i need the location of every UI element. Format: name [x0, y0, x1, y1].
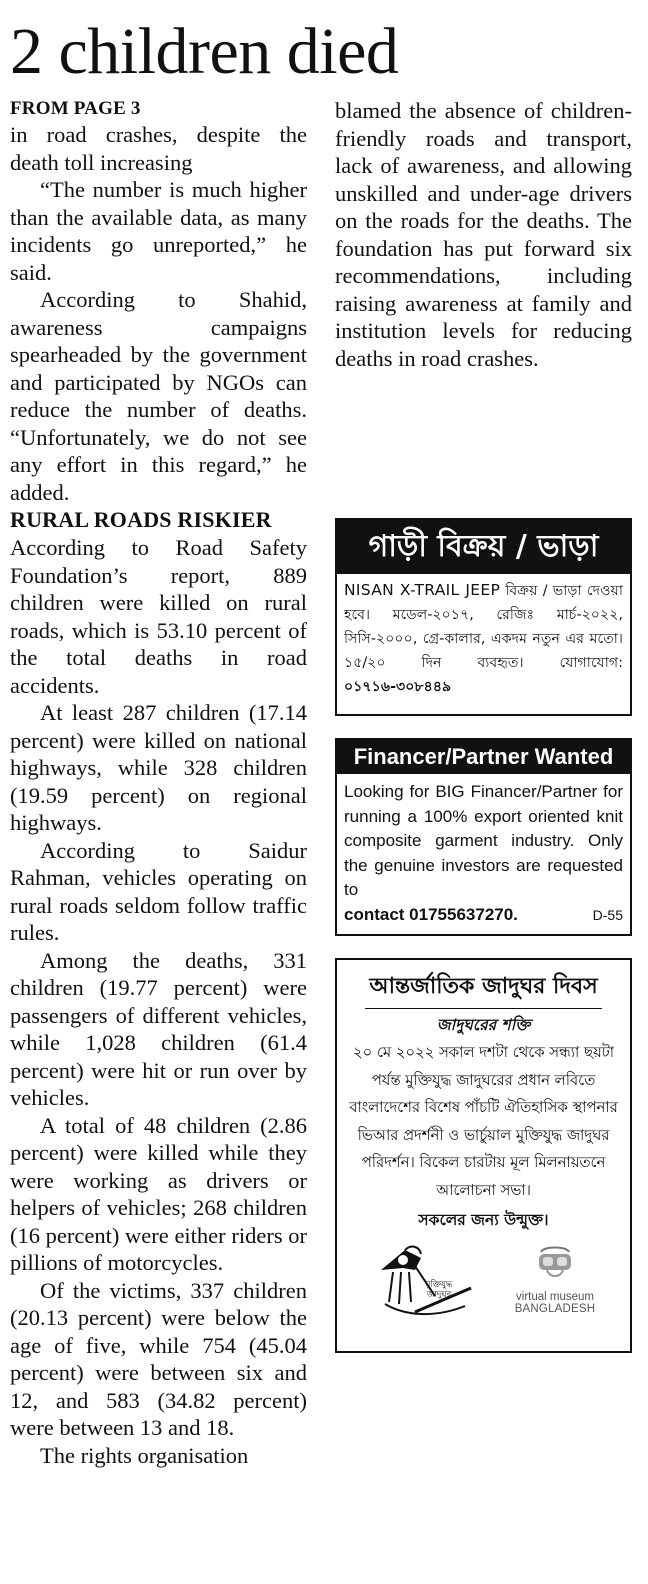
car-ad-body [337, 574, 630, 703]
article-paragraph: Among the deaths, 331 children (19.77 percent) were passengers of different vehicles, while 1,028 children (61.4 percent) were hit or run over by vehicles. [10, 947, 307, 1110]
article-paragraph: Of the victims, 337 children (20.13 percent) were below the age of five, while 754 (45.04 percent) were between six and 12, and 583 (34.82 percent) were between 13 and 18. [10, 1277, 307, 1440]
financer-ad [335, 738, 632, 936]
section-subhead: RURAL ROADS RISKIER [10, 507, 272, 532]
virtual-museum-label: virtual museum [516, 1291, 594, 1303]
financer-ad-contact-line [344, 903, 623, 928]
museum-logo-text: মুক্তিযুদ্ধ জাদুঘর [425, 1280, 453, 1300]
liberation-war-museum-logo [375, 1240, 475, 1324]
article-paragraph: At least 287 children (17.14 percent) were killed on national highways, while 328 children (19.59 percent) on regional highways. [10, 700, 307, 835]
vr-headset-icon [533, 1244, 577, 1284]
article-right-column [335, 97, 632, 372]
article-paragraph: According to Shahid, awareness campaigns spearheaded by the government and participated by NGOs can reduce the number of deaths. “Unfortunately, we do not see any effort in this regard,” he added. [10, 287, 307, 505]
museum-day-ad [335, 958, 632, 1353]
museum-ad-body: ২০ মে ২০২২ সকাল দশটা থেকে সন্ধ্যা ছয়টা পর্যন্ত মুক্তিযুদ্ধ জাদুঘরের প্রধান লবিতে বাংলাদেশের বিশেষ পাঁচটি ঐতিহাসিক স্থাপনার ভিআর প্রদর্শনী ও ভার্চুয়াল মুক্তিযুদ্ধ জাদুঘর পরিদর্শন। বিকেল চারটায় মূল মিলনায়তনে আলোচনা সভা। [349, 1044, 618, 1199]
financer-ad-body [337, 774, 630, 927]
article-paragraph: According to Road Safety Foundation’s report, 889 children were killed on rural roads, which is 53.10 percent of the total deaths in road accidents. [10, 535, 307, 698]
car-ad-phone: ০১৭১৬-৩০৮৪৪৯ [344, 679, 452, 695]
continuation-kicker: FROM PAGE 3 [10, 98, 141, 119]
financer-ad-code: D-55 [592, 906, 623, 923]
article-paragraph: A total of 48 children (2.86 percent) were killed while they were working as drivers or helpers of vehicles; 268 children (16 percent) were either riders or pillions of motorcycles. [10, 1112, 307, 1275]
museum-ad-title: আন্তর্জাতিক জাদুঘর দিবস [369, 974, 598, 999]
article-paragraph: “The number is much higher than the available data, as many incidents go unreported,” he said. [10, 177, 307, 285]
headline: 2 children died [10, 15, 399, 88]
financer-ad-contact: contact 01755637270. [344, 904, 518, 924]
article-left-column [10, 97, 307, 1469]
virtual-museum-logo [505, 1244, 605, 1324]
article-paragraph: The rights organisation [40, 1442, 249, 1468]
car-ad-model: NISAN X-TRAIL JEEP [344, 581, 501, 599]
virtual-museum-country: BANGLADESH [514, 1303, 596, 1315]
article-paragraph: According to Saidur Rahman, vehicles operating on rural roads seldom follow traffic rules. [10, 837, 307, 945]
car-ad-title: গাড়ী বিক্রয় / ভাড়া [337, 520, 630, 574]
article-paragraph: in road crashes, despite the death toll increasing [10, 122, 307, 175]
museum-ad-subtitle: জাদুঘরের শক্তি [436, 1016, 531, 1034]
museum-ad-open-note: সকলের জন্য উন্মুক্ত। [418, 1211, 549, 1229]
museum-ad-divider [365, 1008, 602, 1009]
museum-ad-logos [337, 1238, 630, 1328]
financer-ad-title: Financer/Partner Wanted [337, 740, 630, 774]
article-paragraph: blamed the absence of children-friendly roads and transport, lack of awareness, and allowing unskilled and under-age drivers on the roads for the deaths. The foundation has put forward six recommendations, including raising awareness at family and institution levels for reducing deaths in road crashes. [335, 98, 632, 371]
car-ad-text: বিক্রয় / ভাড়া দেওয়া হবে। মডেল-২০১৭, রেজিঃ মার্চ-২০২২, সিসি-২০০০, গ্রে-কালার, একদম নতুন এর মতো। ১৫/২০ দিন ব্যবহৃত। যোগাযোগ: [344, 583, 623, 671]
car-sale-ad [335, 518, 632, 716]
financer-ad-text: Looking for BIG Financer/Partner for running a 100% export oriented knit composite garment industry. Only the genuine investors are requested to [344, 782, 623, 899]
